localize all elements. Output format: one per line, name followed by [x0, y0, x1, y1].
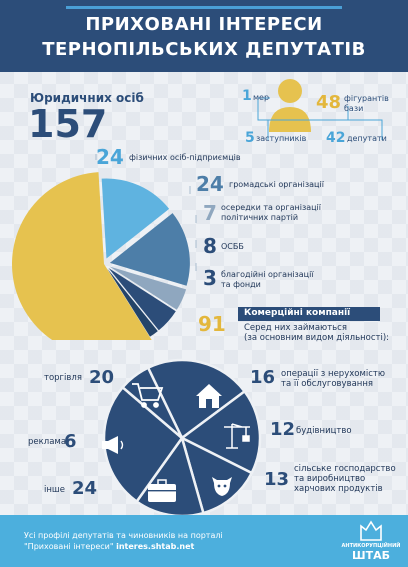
- agriculture-label-2: та виробництво: [294, 474, 366, 484]
- ngo-label: громадські організації: [229, 180, 324, 189]
- commercial-value: 91: [198, 312, 226, 336]
- logo-text-2: ШТАБ: [352, 549, 390, 562]
- title-line-2: ТЕРНОПІЛЬСЬКИХ ДЕПУТАТІВ: [42, 39, 366, 60]
- legal-entities-label: Юридичних осіб: [30, 91, 144, 105]
- osbb-value: 8: [203, 234, 217, 258]
- header-banner: [0, 0, 408, 72]
- other-value: 24: [72, 478, 98, 499]
- commercial-subtitle-2: (за основним видом діяльності):: [244, 333, 390, 343]
- agriculture-label-1: сільське господарство: [294, 464, 396, 474]
- construction-label: будівництво: [296, 426, 352, 436]
- ads-label: реклама: [28, 437, 67, 447]
- footer-link[interactable]: interes.shtab.net: [116, 542, 195, 551]
- trade-value: 20: [89, 367, 115, 388]
- logo-text-1: АНТИКОРУПЦІЙНИЙ: [341, 543, 401, 549]
- party-value: 7: [203, 201, 217, 225]
- realestate-label-2: та її обслуговування: [281, 379, 374, 389]
- commercial-subtitle-1: Серед них займаються: [244, 323, 347, 333]
- ngo-value: 24: [196, 172, 224, 196]
- agriculture-label-3: харчових продуктів: [294, 484, 383, 494]
- other-label: інше: [44, 485, 65, 495]
- party-label-1: осередки та організації: [221, 203, 322, 212]
- fop-value: 24: [96, 145, 124, 169]
- figurants-label-1: фігурантів: [344, 94, 389, 103]
- charity-value: 3: [203, 266, 217, 290]
- figurants-label-2: бази: [344, 104, 364, 113]
- charity-label-1: благодійні організації: [221, 270, 314, 279]
- footer-line-2: [24, 541, 194, 552]
- deputy-mayors-label: заступників: [256, 134, 307, 143]
- fop-label: фізичних осіб-підприємців: [129, 153, 241, 162]
- ads-value: 6: [64, 431, 77, 452]
- realestate-label-1: операції з нерухомістю: [281, 369, 386, 379]
- shtab-logo-icon: [353, 520, 389, 542]
- deputies-value: 42: [326, 130, 346, 146]
- commercial-title: Комерційні компанії: [244, 308, 351, 318]
- legal-entities-total: 157: [28, 102, 108, 146]
- commercial-pie: [90, 356, 274, 516]
- deputy-mayors-value: 5: [245, 130, 255, 146]
- footer-portal-name: "Приховані інтереси": [24, 542, 114, 551]
- osbb-label: ОСББ: [221, 242, 244, 251]
- mayor-label: мер: [253, 93, 270, 102]
- header-accent-bar: [66, 6, 342, 9]
- realestate-value: 16: [250, 367, 276, 388]
- footer-line-1: Усі профілі депутатів та чиновників на порталі: [24, 531, 223, 540]
- agriculture-value: 13: [264, 469, 290, 490]
- figurants-value: 48: [316, 92, 342, 113]
- trade-label: торгівля: [44, 373, 82, 383]
- party-label-2: політичних партій: [221, 213, 299, 222]
- mayor-value: 1: [242, 88, 252, 104]
- charity-label-2: та фонди: [221, 280, 261, 289]
- construction-value: 12: [270, 419, 296, 440]
- deputies-label: депутати: [347, 134, 387, 143]
- title-line-1: ПРИХОВАНІ ІНТЕРЕСИ: [85, 14, 323, 35]
